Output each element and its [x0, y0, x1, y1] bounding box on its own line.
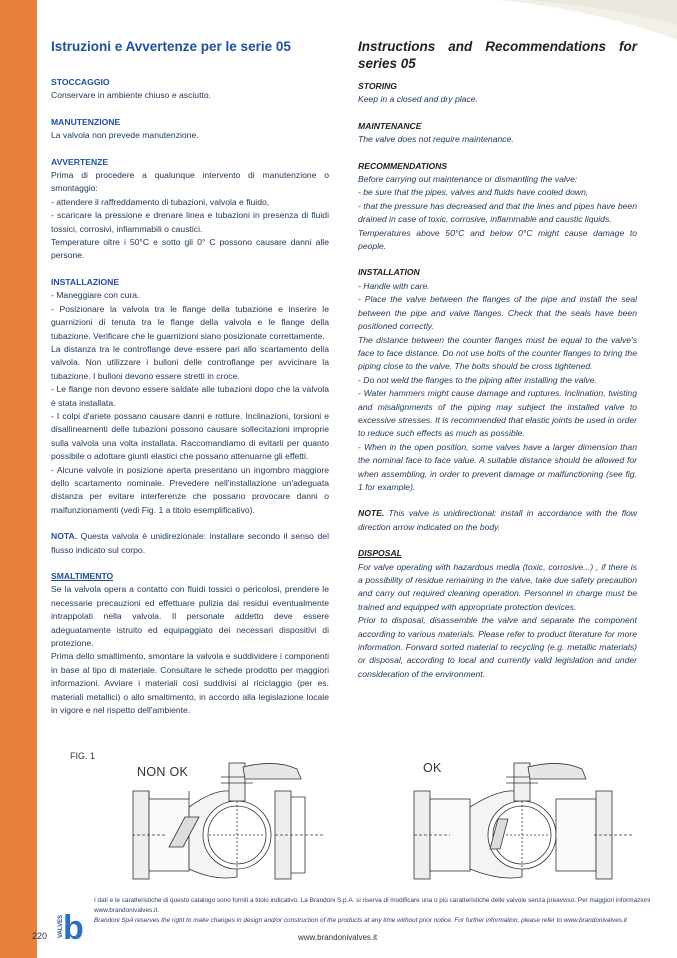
installation-line-en: - Do not weld the flanges to the piping after installing the valve.: [358, 374, 597, 385]
note-label-en: NOTE.: [358, 508, 385, 519]
installation-heading-en: INSTALLATION: [358, 267, 420, 278]
maintenance-text-it: La valvola non prevede manutenzione.: [51, 130, 199, 141]
disposal-line-it: Prima dello smaltimento, smontare la valvola e suddividere i componenti in base al tipo di materiale. Consultare le schede prodotto per maggiori informazioni. Avviare i materiali così suddivisi al riciclaggio (per es. materiali metallici) o allo smaltimento, in accordo alla legislazione locale in vigore e nel rispetto dell'ambiente.: [51, 651, 329, 716]
maintenance-heading-it: MANUTENZIONE: [51, 116, 121, 127]
installation-line-it: - Alcune valvole in posizione aperta presentano un ingombro maggiore dello scartamento nominale. Prevedere nell'installazione un'adeguata distanza per evitare interferenze che possano provocare danni o malfunzionamenti (vedi Fig. 1 a titolo esemplificativo).: [51, 464, 329, 515]
recommendations-line-en: Temperatures above 50°C and below 0°C might cause damage to people.: [358, 227, 637, 252]
note-it: [51, 530, 329, 557]
logo-valves-text: VALVES: [58, 914, 64, 938]
storage-text-en: Keep in a closed and dry place.: [358, 94, 478, 105]
installation-line-en: - Place the valve between the flanges of the pipe and install the seal between the pipe and valve flanges. Check that the seals have been positioned correctly.: [358, 294, 637, 332]
english-column: [358, 38, 637, 681]
disposal-heading-en: DISPOSAL: [358, 548, 402, 559]
recommendations-heading-en: RECOMMENDATIONS: [358, 160, 448, 171]
storage-heading-it: STOCCAGGIO: [51, 77, 110, 87]
disclaimer-italian: I dati e le caratteristiche di questo catalogo sono forniti a titolo indicativo. La Brandoni S.p.A. si riserva di modificare una o più caratteristiche delle valvole senza preavviso. Per maggiori informazioni www.brandonivalves.it.: [94, 897, 651, 914]
installation-line-en: The distance between the counter flanges must be equal to the valve's face to face distance. Do not use bolts of the counter flanges to bring the piping close to the valve. The bolts should be cross tightened.: [358, 334, 637, 372]
installation-line-it: La distanza tra le controflange deve essere pari allo scartamento della valvola. Non utilizzare i bulloni delle controflange per avvicinare la tubazione. I bulloni devono essere stretti in croce.: [51, 343, 329, 381]
disclaimer-english: Brandoni SpA reserves the right to make changes in design and/or construction of the products at any time without prior notice. For further information, please refer to www.brandonivalves.it: [94, 917, 627, 924]
warnings-line-it: Temperature oltre i 50°C e sotto gli 0° C possono causare danni alle persone.: [51, 237, 329, 261]
installation-line-it: - Maneggiare con cura.: [51, 290, 140, 301]
maintenance-text-en: The valve does not require maintenance.: [358, 134, 514, 145]
recommendations-line-en: - be sure that the pipes, valves and fluids have cooled down,: [358, 187, 589, 198]
logo-b-letter: b: [63, 909, 84, 943]
disposal-line-en: For valve operating with hazardous media (toxic, corrosive...) , if there is a possibility of residue remaining in the valve, take due safety precaution and carry out required cleaning operation. Personnel in charge must be trained and equipped with appropriate protection devices.: [358, 561, 637, 612]
installation-heading-it: INSTALLAZIONE: [51, 276, 120, 287]
installation-line-it: - Posizionare la valvola tra le flange della tubazione e inserire le guarnizioni di tenuta tra le flange della valvola e le flange della tubazione. Verificare che le guarnizioni siano posizionate correttamente.: [51, 303, 329, 341]
valve-drawing-non-ok: [125, 757, 350, 882]
figure-label: FIG. 1: [70, 751, 96, 761]
storage-text-it: Conservare in ambiente chiuso e asciutto.: [51, 90, 212, 101]
storage-heading-en: STORING: [358, 81, 397, 91]
valve-drawing-ok: [410, 757, 635, 882]
recommendations-line-en: Before carrying out maintenance or dismantling the valve:: [358, 174, 578, 185]
installation-line-en: - When in the open position, some valves have a larger dimension than the nominal face to face value. A suitable distance should be allowed for when assembling, in order to prevent damage or malfunctioning (see fig. 1 for example).: [358, 441, 637, 492]
italian-title: Istruzioni e Avvertenze per le serie 05: [51, 39, 291, 54]
disposal-heading-it: SMALTIMENTO: [51, 571, 114, 581]
page-number: 220: [32, 931, 48, 941]
english-title: Instructions and Recommendations for series 05: [358, 39, 637, 71]
disposal-line-it: Se la valvola opera a contatto con fluidi tossici o pericolosi, prendere le necessarie precauzioni ed effettuare pulizia dai residui eventualmente intrappolati nella valvola. Il personale addetto deve essere adeguatamente istruito ed equipaggiato dei necessari dispositivi di protezione.: [51, 584, 329, 649]
warnings-line-it: - scaricare la pressione e drenare linea e tubazioni in presenza di fluidi tossici, corrosivi, infiammabili o caustici.: [51, 210, 329, 234]
maintenance-heading-en: MAINTENANCE: [358, 120, 422, 131]
note-en: [358, 507, 637, 534]
non-ok-caption: NON OK: [137, 765, 189, 779]
installation-line-en: - Water hammers might cause damage and ruptures. Inclination, twisting and misalignments of the piping may subject the installed valve to excessive stresses. It is recommended that elastic joints be used in order to reduce such effects as much as possible.: [358, 388, 637, 439]
website-link[interactable]: www.brandonivalves.it: [298, 933, 378, 942]
orange-sidebar: [0, 0, 37, 958]
recommendations-line-en: - that the pressure has decreased and that the lines and pipes have been drained in case of toxic, corrosive, inflammable and caustic liquids.: [358, 200, 637, 225]
italian-column: [51, 38, 329, 717]
installation-line-it: - Le flange non devono essere saldate alle tubazioni dopo che la valvola è stata installata.: [51, 384, 329, 408]
ok-caption: OK: [423, 761, 442, 775]
note-text-en: This valve is unidirectional: install in accordance with the flow direction arrow indicated on the body.: [358, 508, 637, 532]
note-text-it: Questa valvola è unidirezionale: installare secondo il senso del flusso indicato sul corpo.: [51, 531, 329, 555]
warnings-line-it: - attendere il raffreddamento di tubazioni, valvola e fluido,: [51, 196, 270, 207]
footer-disclaimer: [94, 896, 664, 926]
warnings-line-it: Prima di procedere a qualunque intervento di manutenzione o smontaggio:: [51, 170, 329, 194]
installation-line-it: - I colpi d'ariete possano causare danni e rotture. Inclinazioni, torsioni e disallineamenti delle tubazioni possono causare sollecitazioni improprie sulla valvola una volta installata. Raccomandiamo di evitarli per quanto possibile o adottare giunti elastici che possano attenuarne gli effetti.: [51, 410, 329, 462]
brandoni-logo: [52, 905, 90, 943]
note-label-it: NOTA.: [51, 531, 78, 542]
warnings-heading-it: AVVERTENZE: [51, 156, 109, 167]
installation-line-en: - Handle with care.: [358, 280, 430, 291]
disposal-line-en: Prior to disposal, disassemble the valve and separate the component according to various materials. Please refer to product literature for more information. Forward sorted material to recycling (e.g. metallic materials) or disposal, according to local and currently valid legislation and under consideration of the environment.: [358, 615, 637, 679]
